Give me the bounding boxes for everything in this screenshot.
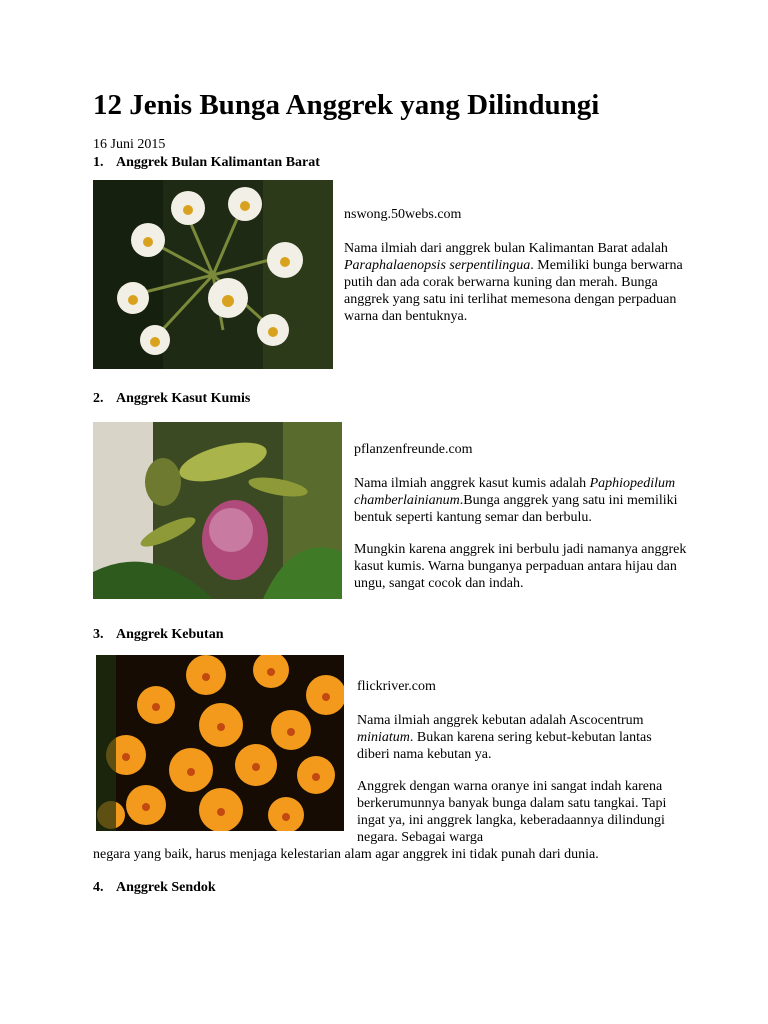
section-3-heading bbox=[93, 626, 223, 644]
section-2-source: pflanzenfreunde.com bbox=[354, 442, 473, 457]
orange-orchid-photo bbox=[96, 655, 344, 831]
scientific-name: Paraphalaenopsis serpentilingua bbox=[344, 258, 531, 273]
section-4-number: 4. bbox=[93, 880, 104, 895]
section-2-title: Anggrek Kasut Kumis bbox=[116, 391, 251, 406]
section-1-number: 1. bbox=[93, 155, 104, 170]
scientific-name: miniatum bbox=[357, 730, 410, 745]
section-2-paragraph-1: Nama ilmiah anggrek kasut kumis adalah Paphiopedilum chamberlainianum.Bunga anggrek yang satu ini memiliki bentuk seperti kantung semar dan berbulu. bbox=[354, 476, 678, 525]
page-title: 12 Jenis Bunga Anggrek yang Dilindungi bbox=[93, 89, 600, 121]
section-1-text bbox=[344, 206, 684, 340]
section-1-title: Anggrek Bulan Kalimantan Barat bbox=[116, 155, 320, 170]
section-1-paragraph: Nama ilmiah dari anggrek bulan Kalimantan Barat adalah Paraphalaenopsis serpentilingua. Memiliki bunga berwarna putih dan ada corak berwarna kuning dan merah. Bunga anggrek yang satu ini terlihat memesona dengan perpaduan warna dan bentuknya. bbox=[344, 241, 683, 324]
section-4-heading bbox=[93, 879, 216, 897]
section-3-paragraph-2: Anggrek dengan warna oranye ini sangat indah karena berkerumunnya banyak bunga dalam satu tangkai. Tapi ingat ya, ini anggrek langka, keberadaannya dilindungi negara. Sebagai warga bbox=[357, 779, 667, 845]
section-3-number: 3. bbox=[93, 627, 104, 642]
scientific-name: Paphiopedilum chamberlainianum bbox=[354, 476, 676, 508]
section-2-number: 2. bbox=[93, 391, 104, 406]
section-3-title: Anggrek Kebutan bbox=[116, 627, 224, 642]
section-4-title: Anggrek Sendok bbox=[116, 880, 216, 895]
section-3-paragraph-1: Nama ilmiah anggrek kebutan adalah Ascocentrum miniatum. Bukan karena sering kebut-kebutan lantas diberi nama kebutan ya. bbox=[357, 713, 652, 762]
section-1-heading bbox=[93, 154, 320, 172]
slipper-orchid-photo bbox=[93, 422, 342, 599]
section-2-heading bbox=[93, 390, 250, 408]
section-2-text bbox=[354, 441, 689, 607]
section-3-text bbox=[357, 678, 687, 861]
section-1-source: nswong.50webs.com bbox=[344, 207, 462, 222]
white-orchid-photo bbox=[93, 180, 333, 369]
section-2-paragraph-2: Mungkin karena anggrek ini berbulu jadi namanya anggrek kasut kumis. Warna bunganya perpaduan antara hijau dan ungu, sangat cocok dan indah. bbox=[354, 542, 687, 591]
section-3-paragraph-2-continued: negara yang baik, harus menjaga kelestarian alam agar anggrek ini tidak punah dari dunia. bbox=[93, 847, 599, 862]
section-3-source: flickriver.com bbox=[357, 679, 436, 694]
publish-date: 16 Juni 2015 bbox=[93, 137, 166, 152]
